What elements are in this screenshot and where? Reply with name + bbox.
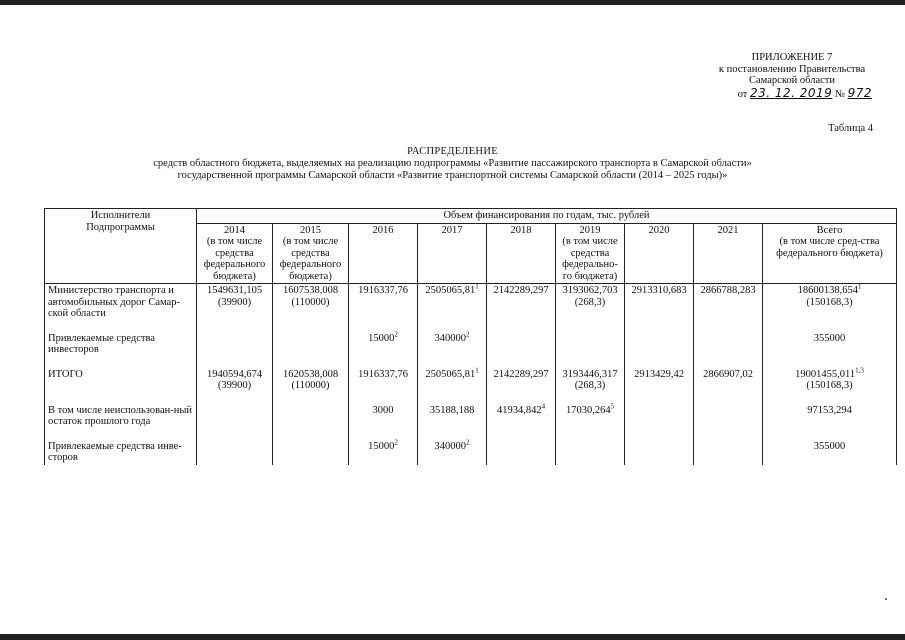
value-cell (487, 321, 556, 357)
header-funding: Объем финансирования по годам, тыс. рублей (197, 209, 897, 224)
header-year: 2016 (372, 224, 394, 236)
number-prefix: № (834, 88, 845, 100)
value-cell (418, 321, 487, 357)
header-executor-cell (45, 209, 197, 284)
header-year-cell (556, 223, 625, 284)
table-row (45, 429, 897, 465)
cell-value: 2866907,02 (703, 368, 753, 380)
header-year-cell (273, 223, 349, 284)
value-cell (763, 393, 897, 429)
heading-title: РАСПРЕДЕЛЕНИЕ (407, 146, 498, 157)
cell-value: 2866788,283 (700, 285, 756, 296)
footnote-mark: 2 (466, 330, 470, 338)
appendix-line: к постановлению Правительства (718, 63, 866, 75)
value-cell (625, 429, 694, 465)
cell-value: 2505065,81 (425, 285, 476, 296)
value-cell (349, 284, 418, 321)
header-year-cell (694, 223, 763, 284)
footnote-mark: 1 (475, 282, 479, 291)
cell-federal-share: (150168,3) (806, 296, 853, 308)
value-cell (197, 393, 273, 429)
header-year-cell (487, 223, 556, 284)
cell-federal-share: (39900) (217, 296, 252, 308)
cell-value: 2913310,683 (631, 285, 687, 296)
value-cell (487, 357, 556, 393)
cell-value: 1916337,76 (358, 368, 408, 380)
appendix-block (712, 52, 872, 100)
table-row (45, 321, 897, 357)
value-cell (694, 357, 763, 393)
header-year: 2020 (648, 224, 670, 236)
header-row-top (45, 209, 897, 224)
header-year-note: (в том числе средства федерального бюджета) (203, 236, 266, 282)
value-cell (487, 284, 556, 321)
value-cell (349, 321, 418, 357)
row-label: Министерство транспорта и автомобильных дорог Самар-ской области (45, 284, 197, 321)
cell-value: 3000 (372, 404, 394, 416)
value-cell (197, 321, 273, 357)
cell-value: 3193062,703 (562, 285, 618, 296)
table-row (45, 393, 897, 429)
handwritten-date: 23. 12. 2019 (749, 85, 833, 100)
footnote-mark: 1 (857, 282, 862, 291)
value-cell (418, 393, 487, 429)
value-cell (273, 321, 349, 357)
cell-value: 2142289,297 (493, 285, 549, 296)
footnote-mark: 4 (541, 402, 546, 410)
cell-value: 1549631,105 (206, 285, 263, 296)
cell-value: 15000 (368, 332, 395, 344)
value-cell (556, 429, 625, 465)
value-cell (763, 357, 897, 393)
table-body (45, 284, 897, 465)
header-year-cell (349, 223, 418, 284)
header-year-cell (418, 223, 487, 284)
header-year-note: (в том числе средства федерального бюджета) (279, 236, 342, 282)
cell-federal-share: (39900) (217, 380, 252, 391)
header-year: 2019 (579, 224, 601, 236)
value-cell (273, 357, 349, 393)
value-cell (763, 429, 897, 465)
cell-value: 1940594,674 (206, 368, 263, 380)
cell-value: 340000 (434, 440, 466, 452)
footnote-mark: 2 (466, 438, 470, 446)
heading-line: средств областного бюджета, выделяемых на реализацию подпрограммы «Развитие пассажирского транспорта в Самарской области» (153, 158, 752, 169)
value-cell (349, 357, 418, 393)
value-cell (487, 429, 556, 465)
value-cell (625, 393, 694, 429)
value-cell (197, 357, 273, 393)
value-cell (694, 429, 763, 465)
cell-value: 2505065,81 (425, 368, 476, 380)
value-cell (694, 321, 763, 357)
funding-table (44, 208, 897, 465)
footnote-mark: 5 (610, 402, 615, 410)
row-label: В том числе неиспользован-ный остаток прошлого года (45, 393, 197, 429)
cell-value: 2913429,42 (634, 368, 684, 380)
scan-border-top (0, 0, 905, 5)
header-year-cell (197, 223, 273, 284)
row-label: Привлекаемые средства инве-сторов (45, 429, 197, 465)
cell-value: 340000 (434, 332, 466, 344)
value-cell (418, 429, 487, 465)
cell-value: 1916337,76 (358, 285, 408, 296)
cell-federal-share: (150168,3) (806, 380, 853, 391)
value-cell (487, 393, 556, 429)
cell-value: 355000 (813, 440, 846, 452)
table-row (45, 357, 897, 393)
cell-value: 2142289,297 (493, 368, 549, 380)
scan-border-bottom (0, 634, 905, 640)
value-cell (556, 357, 625, 393)
cell-value: 1620538,008 (282, 368, 339, 380)
appendix-date-line (712, 85, 872, 101)
cell-value: 19001455,011 (795, 368, 856, 380)
value-cell (694, 284, 763, 321)
document-heading (0, 146, 905, 182)
value-cell (349, 393, 418, 429)
value-cell (418, 284, 487, 321)
header-year: 2017 (441, 224, 463, 236)
cell-value: 15000 (368, 440, 395, 452)
cell-value: 3193446,317 (562, 368, 618, 380)
value-cell (625, 321, 694, 357)
date-prefix: от (737, 88, 748, 100)
value-cell (625, 284, 694, 321)
value-cell (273, 393, 349, 429)
row-label: ИТОГО (45, 357, 197, 393)
header-year: Всего (816, 224, 843, 236)
cell-federal-share: (110000) (291, 380, 330, 391)
footnote-mark: 1,3 (855, 366, 864, 374)
header-year: 2014 (224, 224, 245, 236)
appendix-title: ПРИЛОЖЕНИЕ 7 (751, 52, 833, 63)
header-year-note: (в том числе сред-ства федерального бюджета) (776, 236, 883, 259)
cell-federal-share: (268,3) (574, 380, 606, 391)
heading-line: государственной программы Самарской области «Развитие транспортной системы Самарской области (2014 – 2025 годы)» (177, 170, 728, 181)
value-cell (556, 321, 625, 357)
value-cell (763, 284, 897, 321)
footnote-mark: 2 (394, 438, 398, 446)
cell-federal-share: (110000) (291, 296, 330, 308)
header-year: 2018 (510, 224, 532, 236)
appendix-line: Самарской области (749, 75, 835, 86)
value-cell (694, 393, 763, 429)
footnote-mark: 1 (475, 366, 479, 374)
header-executor: Исполнители (90, 210, 151, 221)
header-year: 2015 (300, 224, 321, 236)
cell-value: 97153,294 (807, 404, 852, 416)
value-cell (273, 284, 349, 321)
header-subprogram: Подпрограммы (86, 221, 155, 233)
value-cell (763, 321, 897, 357)
footnote-mark: 2 (394, 330, 398, 338)
cell-value: 41934,842 (496, 404, 542, 416)
cell-value: 35188,188 (429, 404, 475, 416)
value-cell (273, 429, 349, 465)
cell-federal-share: (268,3) (574, 296, 606, 308)
cell-value: 17030,264 (565, 404, 611, 416)
value-cell (197, 429, 273, 465)
value-cell (197, 284, 273, 321)
header-year-cell (625, 223, 694, 284)
scan-speck (885, 598, 887, 600)
cell-value: 1607538,008 (282, 285, 339, 296)
cell-value: 355000 (813, 332, 846, 344)
value-cell (625, 357, 694, 393)
row-label: Привлекаемые средства инвесторов (45, 321, 197, 357)
value-cell (556, 284, 625, 321)
value-cell (556, 393, 625, 429)
value-cell (349, 429, 418, 465)
header-year: 2021 (717, 224, 739, 236)
header-year-note: (в том числе средства федерально-го бюджета) (562, 236, 618, 282)
table-label: Таблица 4 (828, 123, 873, 134)
table-row (45, 284, 897, 321)
handwritten-number: 972 (847, 85, 872, 100)
cell-value: 18600138,654 (797, 285, 858, 296)
value-cell (418, 357, 487, 393)
header-year-cell (763, 223, 897, 284)
